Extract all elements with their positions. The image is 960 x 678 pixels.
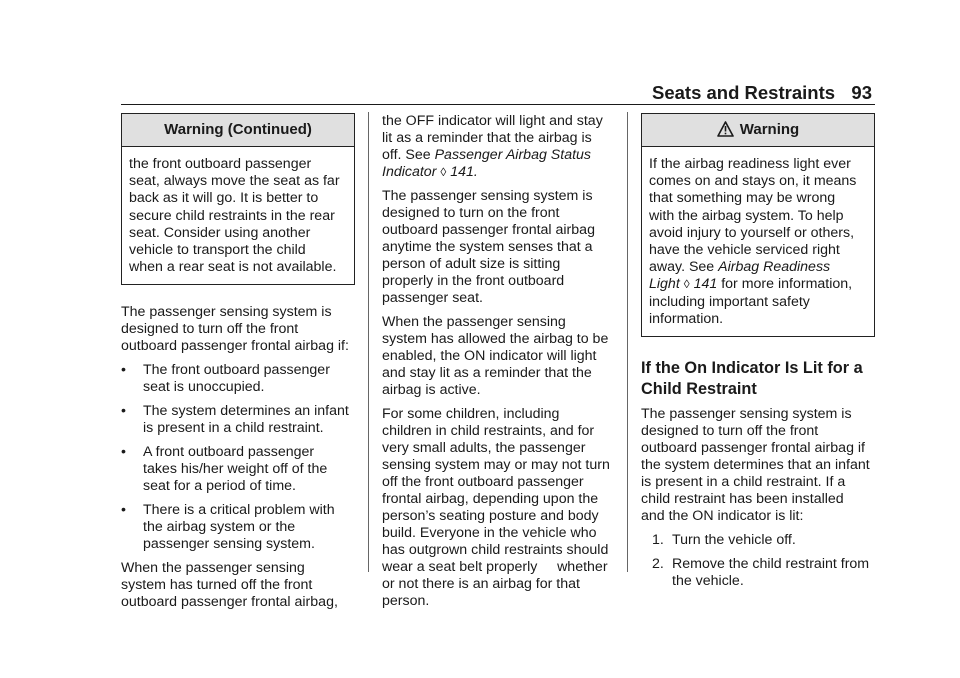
text-line: or not there is an airbag for that — [382, 576, 580, 592]
text-fragment: away. See — [649, 259, 719, 276]
warning-triangle-icon — [717, 121, 734, 137]
adult-sensing-paragraph — [382, 188, 618, 307]
page-ref-icon: ◊ — [683, 277, 690, 292]
warning-line: seat. Consider using another — [129, 224, 311, 241]
text-line: and stay lit as a reminder that the — [382, 365, 592, 381]
text-fragment: for more information, — [717, 276, 853, 293]
warning-line: seat, always move the seat as far — [129, 173, 340, 190]
text-line: passenger sensing system. — [143, 536, 315, 553]
text-line: and the ON indicator is lit: — [641, 508, 804, 525]
warning-line: vehicle to transport the child — [129, 242, 306, 259]
bullet-item — [121, 502, 355, 553]
text-line: seat is unoccupied. — [143, 379, 265, 396]
text-line: system has allowed the airbag to be — [382, 331, 609, 347]
warning-line: have the vehicle serviced right — [649, 242, 840, 259]
page-ref-number[interactable]: 141. — [450, 164, 478, 180]
text-line: outboard passenger frontal airbag if — [641, 440, 865, 457]
text-line: airbag is active. — [382, 382, 481, 398]
text-line: When the passenger sensing — [382, 314, 566, 330]
text-line: sensing system may or may not turn — [382, 457, 610, 473]
text-line: has outgrown child restraints should — [382, 542, 609, 558]
text-line: The passenger sensing system is — [121, 304, 332, 321]
warning-title: Warning — [739, 121, 800, 138]
warning-title: Warning (Continued) — [122, 114, 354, 147]
text-line: There is a critical problem with — [143, 502, 335, 519]
text-line: the OFF indicator will light and stay — [382, 113, 603, 129]
text-line: Remove the child restraint from — [672, 556, 870, 573]
section-title: Seats and Restraints — [652, 82, 836, 103]
column-1 — [121, 113, 355, 618]
bullet-item — [121, 444, 355, 495]
warning-line: information. — [649, 310, 724, 327]
warning-body — [642, 147, 874, 336]
warning-line: with the airbag system. To help — [649, 207, 844, 224]
text-line: the system determines that an infant — [641, 457, 870, 474]
xref-link-light[interactable]: Light — [649, 276, 680, 293]
page-header — [612, 80, 874, 104]
step-number: 1. — [652, 532, 664, 549]
text-line: is present in a child restraint. If a — [641, 474, 846, 491]
text-line: passenger seat. — [382, 290, 483, 306]
bullet-dot: • — [121, 502, 126, 519]
text-line: the airbag system or the — [143, 519, 296, 536]
text-line: designed to turn off the front — [641, 423, 819, 440]
warning-line: that something may be wrong — [649, 190, 836, 207]
section-subheading — [641, 358, 875, 400]
page-ref-icon: ◊ — [440, 165, 447, 179]
bullet-item — [121, 362, 355, 396]
text-line: The system determines an infant — [143, 403, 349, 420]
text-line: outboard passenger frontal airbag if: — [121, 338, 349, 355]
text-line: Turn the vehicle off. — [672, 532, 796, 549]
text-line: child restraint has been installed — [641, 491, 844, 508]
column-3 — [641, 113, 875, 597]
page-number: 93 — [851, 82, 872, 103]
children-paragraph — [382, 406, 618, 610]
xref-link-indicator[interactable]: Indicator — [382, 164, 437, 180]
text-line: person’s seating posture and body — [382, 508, 599, 524]
warning-header — [642, 114, 874, 147]
warning-line: If the airbag readiness light ever — [649, 156, 851, 172]
text-line: off the front outboard passenger — [382, 474, 584, 490]
text-line: seat for a period of time. — [143, 478, 296, 495]
warning-line — [649, 276, 867, 293]
bullet-dot: • — [121, 362, 126, 379]
warning-line: secure child restraints in the rear — [129, 207, 335, 224]
subheading-line: Child Restraint — [641, 380, 757, 399]
xref-link-passenger-airbag-status[interactable]: Passenger Airbag Status — [434, 147, 592, 163]
text-line: person of adult size is sitting — [382, 256, 561, 272]
text-line: system has turned off the front — [121, 577, 313, 594]
bullet-item — [121, 403, 355, 437]
off-indicator-paragraph — [382, 113, 618, 181]
warning-body — [122, 147, 354, 284]
intro-paragraph — [121, 304, 355, 355]
text-line: is present in a child restraint. — [143, 420, 324, 437]
text-line: properly in the front outboard — [382, 273, 565, 289]
text-line: enabled, the ON indicator will light — [382, 348, 597, 364]
column-2 — [382, 113, 618, 617]
subheading-line: If the On Indicator Is Lit for a — [641, 359, 863, 378]
on-indicator-paragraph — [382, 314, 618, 399]
warning-line: back as it will go. It is better to — [129, 190, 319, 207]
warning-line: comes on and stays on, it means — [649, 173, 857, 190]
text-line: designed to turn on the front — [382, 205, 560, 221]
text-line: For some children, including — [382, 406, 560, 422]
text-line: When the passenger sensing — [121, 560, 305, 577]
text-line: outboard passenger frontal airbag — [382, 222, 595, 238]
text-line: frontal airbag, depending upon the — [382, 491, 599, 507]
column-divider-2 — [627, 112, 628, 572]
text-line: The passenger sensing system is — [382, 188, 593, 204]
text-line: lit as a reminder that the airbag is — [382, 130, 592, 146]
text-line: anytime the system senses that a — [382, 239, 593, 255]
text-line: wear a seat belt properly whether — [382, 559, 608, 575]
warning-line: the front outboard passenger — [129, 156, 312, 172]
page-ref-number[interactable]: 141 — [693, 276, 718, 293]
warning-line: including important safety — [649, 293, 810, 310]
warning-box — [641, 113, 875, 337]
text-line: children in child restraints, and for — [382, 423, 595, 439]
text-fragment: off. See — [382, 147, 435, 163]
warning-line — [649, 259, 867, 276]
on-indicator-child-paragraph — [641, 406, 875, 525]
step-item — [641, 532, 875, 549]
text-line: The front outboard passenger — [143, 362, 330, 379]
header-rule — [121, 104, 875, 105]
column-divider-1 — [368, 112, 369, 572]
bullet-dot: • — [121, 403, 126, 420]
warning-line: avoid injury to yourself or others, — [649, 224, 855, 241]
step-item — [641, 556, 875, 590]
text-line: outboard passenger frontal airbag, — [121, 594, 338, 611]
text-line: person. — [382, 593, 430, 609]
xref-link-airbag-readiness[interactable]: Airbag Readiness — [718, 259, 831, 276]
bullet-dot: • — [121, 444, 126, 461]
text-line: A front outboard passenger — [143, 444, 315, 461]
text-line: The passenger sensing system is — [641, 406, 852, 423]
text-line: the vehicle. — [672, 573, 744, 590]
step-number: 2. — [652, 556, 664, 573]
text-line: build. Everyone in the vehicle who — [382, 525, 597, 541]
text-line: takes his/her weight off of the — [143, 461, 328, 478]
outro-paragraph — [121, 560, 355, 611]
warning-box-continued — [121, 113, 355, 285]
warning-line: when a rear seat is not available. — [129, 259, 337, 276]
text-line: very small adults, the passenger — [382, 440, 586, 456]
text-line: designed to turn off the front — [121, 321, 299, 338]
